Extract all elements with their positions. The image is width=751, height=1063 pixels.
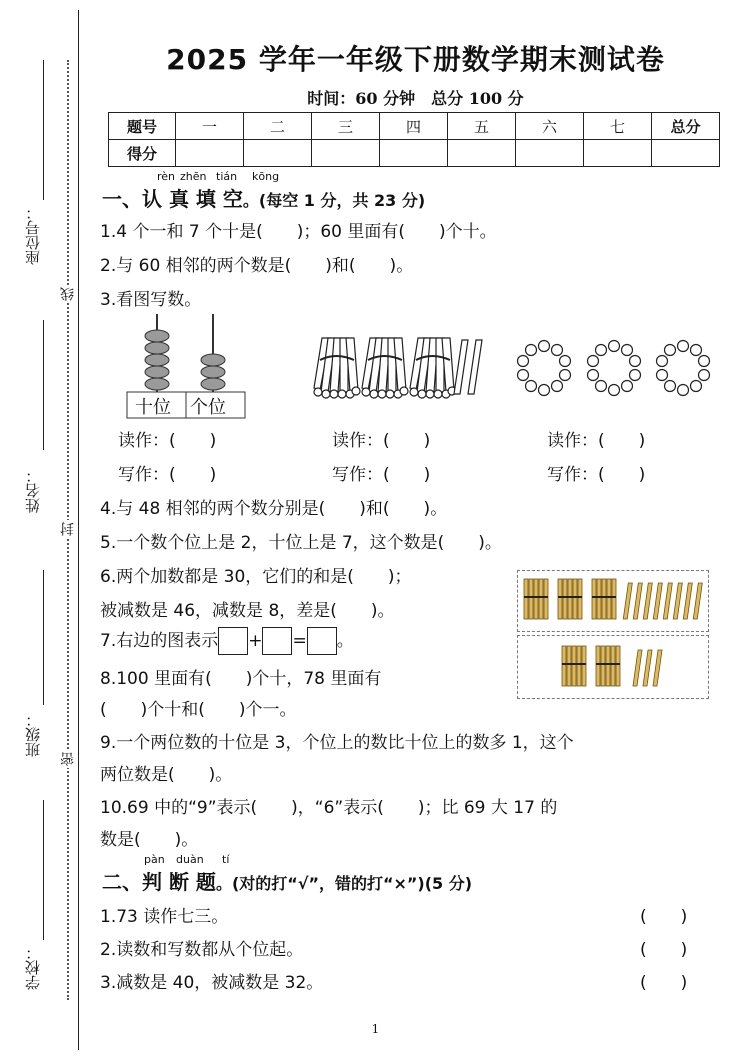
read-answer-3: 读作：( ) [547, 431, 646, 451]
question-4: 4.与 48 相邻的两个数分别是( )和( )。 [100, 499, 448, 519]
class-label: 班级： [24, 712, 42, 757]
stick-bundle [562, 646, 586, 686]
question-7 [100, 626, 354, 655]
name-underline [43, 320, 44, 450]
pinyin-pan: pàn [144, 853, 165, 866]
judge-2-answer[interactable]: ( ) [640, 940, 688, 960]
score-header-cell: 二 [244, 113, 312, 140]
stick-bundles-figure [312, 330, 492, 402]
sticks-figure-bottom [517, 635, 709, 699]
score-header-cell: 一 [176, 113, 244, 140]
stick-bundle [410, 338, 456, 398]
question-5: 5.一个数个位上是 2，十位上是 7，这个数是( )。 [100, 533, 502, 553]
score-row-label: 得分 [109, 140, 176, 167]
score-cell[interactable] [448, 140, 516, 167]
section-heading-fill-blank [102, 183, 425, 212]
seal-line-char: 线 [60, 287, 76, 301]
class-underline [43, 570, 44, 705]
single-stick [454, 340, 468, 394]
question-9-line1: 9.一个两位数的十位是 3，个位上的数比十位上的数多 1，这个 [100, 733, 574, 753]
judge-2: 2.读数和写数都从个位起。 [100, 940, 304, 960]
question-6-line2: 被减数是 46，减数是 8，差是( )。 [100, 601, 395, 621]
score-cell[interactable] [584, 140, 652, 167]
write-answer-1: 写作：( ) [118, 465, 217, 485]
pinyin-ren: rèn [157, 170, 176, 183]
pinyin-zhen: zhēn [180, 170, 207, 183]
page-number: 1 [371, 1022, 380, 1036]
judge-1: 1.73 读作七三。 [100, 907, 229, 927]
judge-3-answer[interactable]: ( ) [640, 973, 688, 993]
read-answer-1: 读作：( ) [118, 431, 217, 451]
stick-bundle [596, 646, 620, 686]
question-6-line1: 6.两个加数都是 30，它们的和是( )； [100, 567, 412, 587]
section-title: 一、认 真 填 空 [102, 187, 243, 211]
pinyin-kong: kōng [252, 170, 280, 183]
seat-underline [43, 60, 44, 200]
score-header-cell: 四 [380, 113, 448, 140]
judge-3: 3.减数是 40，被减数是 32。 [100, 973, 324, 993]
seat-label: 座位号： [24, 205, 42, 265]
seal-secret-char: 密 [60, 752, 76, 766]
stick-bundle [362, 338, 408, 398]
score-header-cell: 六 [516, 113, 584, 140]
stick-bundle [592, 579, 616, 619]
judge-1-answer[interactable]: ( ) [640, 907, 688, 927]
question-10-line2: 数是( )。 [100, 830, 199, 850]
stick-bundle [524, 579, 548, 619]
margin-rule [78, 10, 79, 1050]
score-cell[interactable] [652, 140, 720, 167]
sticks-figure-top [517, 570, 709, 632]
pinyin-tian: tián [216, 170, 238, 183]
score-cell[interactable] [176, 140, 244, 167]
name-label: 姓名： [24, 468, 42, 513]
loose-sticks [633, 650, 662, 686]
school-label: 学校： [24, 945, 42, 990]
circle-rings-figure [515, 338, 715, 398]
score-cell[interactable] [516, 140, 584, 167]
page-title: 2025 学年一年级下册数学期末测试卷 [166, 43, 665, 76]
read-answer-2: 读作：( ) [332, 431, 431, 451]
write-answer-2: 写作：( ) [332, 465, 431, 485]
tens-beads [145, 330, 169, 390]
question-1: 1.4 个一和 7 个十是( )；60 里面有( )个十。 [100, 222, 497, 242]
stick-bundle [314, 338, 360, 398]
question-7-text: 7.右边的图表示 [100, 631, 219, 651]
stick-bundle [558, 579, 582, 619]
equals-sign: = [292, 631, 307, 651]
section-note: 。(对的打“√”，错的打“×”)(5 分) [215, 874, 473, 893]
seal-seal-char: 封 [60, 522, 76, 536]
exam-time-total: 时间：60 分钟 总分 100 分 [307, 89, 524, 108]
sticks-bottom-drawing [518, 636, 708, 698]
circle-ring [588, 341, 641, 396]
answer-box[interactable] [262, 627, 292, 655]
abacus-tens-label: 十位 [135, 397, 171, 418]
score-header-cell: 五 [448, 113, 516, 140]
score-header-cell: 三 [312, 113, 380, 140]
score-table [108, 112, 720, 167]
pinyin-duan: duàn [176, 853, 204, 866]
score-table-header [109, 113, 720, 140]
abacus-ones-label: 个位 [190, 397, 226, 418]
pinyin-ti: tí [222, 853, 230, 866]
score-table-row [109, 140, 720, 167]
section-title: 二、判 断 题 [102, 870, 216, 894]
question-9-line2: 两位数是( )。 [100, 765, 233, 785]
school-underline [43, 800, 44, 940]
score-header-cell: 七 [584, 113, 652, 140]
score-cell[interactable] [380, 140, 448, 167]
question-3: 3.看图写数。 [100, 290, 202, 310]
question-2: 2.与 60 相邻的两个数是( )和( )。 [100, 256, 414, 276]
sticks-top-drawing [518, 571, 708, 631]
section-note: 。(每空 1 分，共 23 分) [242, 191, 426, 210]
score-header-cell: 题号 [109, 113, 176, 140]
plus-sign: + [248, 631, 263, 651]
answer-box[interactable] [218, 627, 248, 655]
period: 。 [336, 631, 354, 651]
score-header-cell: 总分 [652, 113, 720, 140]
section-heading-true-false [102, 866, 472, 895]
question-8-line2: ( )个十和( )个一。 [100, 700, 297, 720]
answer-box[interactable] [307, 627, 337, 655]
write-answer-3: 写作：( ) [547, 465, 646, 485]
circle-ring [657, 341, 710, 396]
question-10-line1: 10.69 中的“9”表示( )，“6”表示( )；比 69 大 17 的 [100, 798, 558, 818]
loose-sticks [623, 583, 702, 619]
binding-margin [0, 0, 80, 1063]
score-cell[interactable] [312, 140, 380, 167]
score-cell[interactable] [244, 140, 312, 167]
single-stick [468, 340, 482, 394]
ones-beads [201, 354, 225, 390]
circle-ring [518, 341, 571, 396]
question-8-line1: 8.100 里面有( )个十，78 里面有 [100, 669, 382, 689]
